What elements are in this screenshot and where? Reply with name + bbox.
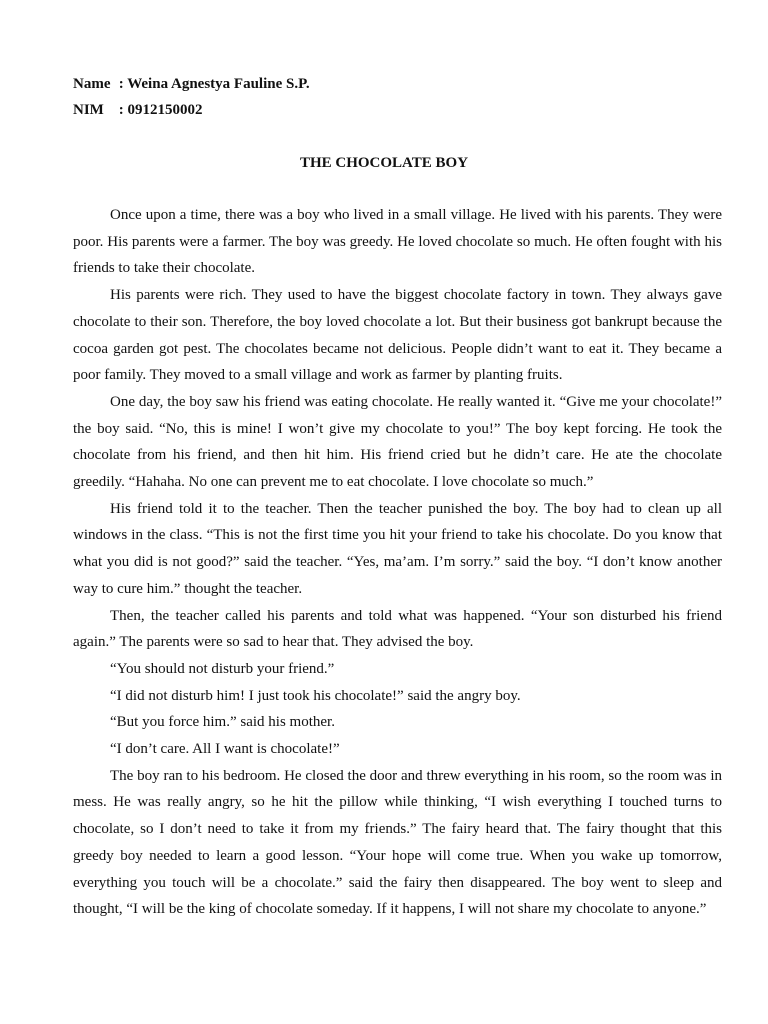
student-nim-line bbox=[73, 101, 203, 119]
student-name-line bbox=[73, 75, 310, 93]
dialogue-line: “I did not disturb him! I just took his chocolate!” said the angry boy. bbox=[110, 687, 521, 704]
story-body bbox=[73, 202, 722, 923]
dialogue-line: “You should not disturb your friend.” bbox=[110, 660, 335, 677]
paragraph: His friend told it to the teacher. Then the teacher punished the boy. The boy had to clean up all windows in the class. “This is not the first time you hit your friend to take his chocolate. Do you know that what you did is not good?” said the teacher. “Yes, ma’am. I’m sorry.” said the boy. “I don’t know another way to cure him.” thought the teacher. bbox=[73, 500, 722, 597]
paragraph: Then, the teacher called his parents and told what was happened. “Your son disturbed his friend again.” The parents were so sad to hear that. They advised the boy. bbox=[73, 607, 722, 651]
paragraph: The boy ran to his bedroom. He closed the door and threw everything in his room, so the room was in mess. He was really angry, so he hit the pillow while thinking, “I wish everything I touched turns to chocolate, so I don’t need to take it from my friends.” The fairy heard that. The fairy thought that this greedy boy needed to learn a good lesson. “Your hope will come true. When you wake up tomorrow, everything you touch will be a chocolate.” said the fairy then disappeared. The boy went to sleep and thought, “I will be the king of chocolate someday. If it happens, I will not share my chocolate to anyone.” bbox=[73, 767, 722, 918]
dialogue-line: “I don’t care. All I want is chocolate!” bbox=[110, 741, 340, 758]
paragraph: One day, the boy saw his friend was eating chocolate. He really wanted it. “Give me your chocolate!” the boy said. “No, this is mine! I won’t give my chocolate to you!” The boy kept forcing. He took the chocolate from his friend, and then hit him. His friend cried but he didn’t care. He ate the chocolate greedily. “Hahaha. No one can prevent me to eat chocolate. I love chocolate so much.” bbox=[73, 393, 722, 491]
student-nim: : 0912150002 bbox=[118, 102, 203, 118]
name-label: Name bbox=[73, 76, 111, 92]
nim-label: NIM bbox=[73, 102, 104, 118]
student-name: : Weina Agnestya Fauline S.P. bbox=[118, 76, 310, 92]
dialogue-line: “But you force him.” said his mother. bbox=[110, 714, 335, 731]
paragraph: Once upon a time, there was a boy who lived in a small village. He lived with his parents. They were poor. His parents were a farmer. The boy was greedy. He loved chocolate so much. He often fought with his friends to take their chocolate. bbox=[73, 207, 722, 277]
paragraph: His parents were rich. They used to have the biggest chocolate factory in town. They always gave chocolate to their son. Therefore, the boy loved chocolate a lot. But their business got bankrupt because the cocoa garden got pest. The chocolates became not delicious. People didn’t want to eat it. They became a poor family. They moved to a small village and work as farmer by planting fruits. bbox=[73, 287, 722, 384]
story-title: THE CHOCOLATE BOY bbox=[299, 155, 469, 171]
